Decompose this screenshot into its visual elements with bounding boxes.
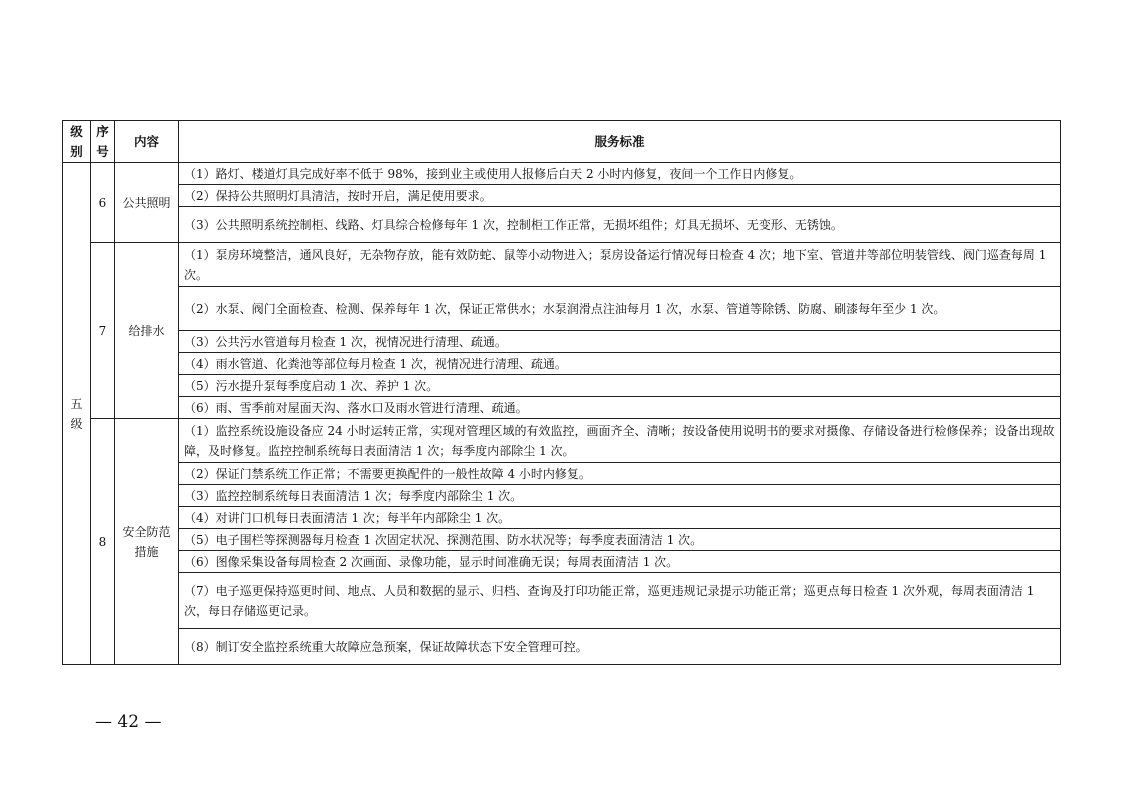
header-level: 级别: [63, 121, 91, 163]
seq-cell: 6: [91, 163, 115, 243]
table-row: [63, 331, 1061, 353]
table-row: [63, 207, 1061, 243]
header-content: 内容: [115, 121, 179, 163]
table-row: [63, 485, 1061, 507]
table-header-row: [63, 121, 1061, 163]
table-row: [63, 573, 1061, 629]
table-row: [63, 463, 1061, 485]
table-row: [63, 287, 1061, 331]
content-cell: 公共照明: [115, 163, 179, 243]
header-standard: 服务标准: [179, 121, 1061, 163]
standard-item: （1）监控系统设施设备应 24 小时运转正常，实现对管理区域的有效监控，画面齐全、清晰；按设备使用说明书的要求对摄像、存储设备进行检修保养；设备出现故障，及时修复。监控控制系统每日表面清洁 1 次；每季度内部除尘 1 次。: [179, 419, 1061, 463]
standard-item: （7）电子巡更保持巡更时间、地点、人员和数据的显示、归档、查询及打印功能正常，巡更违规记录提示功能正常；巡更点每日检查 1 次外观，每周表面清洁 1 次，每日存储巡更记录。: [179, 573, 1061, 629]
table-row: [63, 529, 1061, 551]
standard-item: （4）对讲门口机每日表面清洁 1 次；每半年内部除尘 1 次。: [179, 507, 1061, 529]
seq-cell: 8: [91, 419, 115, 665]
table-row: [63, 507, 1061, 529]
page-number: — 42 —: [95, 712, 162, 732]
table-row: [63, 185, 1061, 207]
seq-cell: 7: [91, 243, 115, 419]
table-row: [63, 353, 1061, 375]
table-row: [63, 629, 1061, 665]
standard-item: （2）保持公共照明灯具清洁，按时开启，满足使用要求。: [179, 185, 1061, 207]
standard-item: （3）监控控制系统每日表面清洁 1 次；每季度内部除尘 1 次。: [179, 485, 1061, 507]
table-row: [63, 375, 1061, 397]
table-row: [63, 551, 1061, 573]
standard-item: （6）图像采集设备每周检查 2 次画面、录像功能，显示时间准确无误；每周表面清洁 1 次。: [179, 551, 1061, 573]
table-row: [63, 163, 1061, 185]
content-cell: 安全防范措施: [115, 419, 179, 665]
header-seq: 序号: [91, 121, 115, 163]
content-cell: 给排水: [115, 243, 179, 419]
standard-item: （1）泵房环境整洁，通风良好，无杂物存放，能有效防蛇、鼠等小动物进入；泵房设备运行情况每日检查 4 次；地下室、管道井等部位明装管线、阀门巡查每周 1 次。: [179, 243, 1061, 287]
standard-item: （5）污水提升泵每季度启动 1 次、养护 1 次。: [179, 375, 1061, 397]
level-cell: 五级: [63, 163, 91, 665]
standard-item: （2）水泵、阀门全面检查、检测、保养每年 1 次，保证正常供水；水泵润滑点注油每月 1 次，水泵、管道等除锈、防腐、刷漆每年至少 1 次。: [179, 287, 1061, 331]
standard-item: （3）公共照明系统控制柜、线路、灯具综合检修每年 1 次，控制柜工作正常，无损坏组件；灯具无损坏、无变形、无锈蚀。: [179, 207, 1061, 243]
table-row: [63, 397, 1061, 419]
standard-item: （5）电子围栏等探测器每月检查 1 次固定状况、探测范围、防水状况等；每季度表面清洁 1 次。: [179, 529, 1061, 551]
standard-item: （2）保证门禁系统工作正常；不需要更换配件的一般性故障 4 小时内修复。: [179, 463, 1061, 485]
standard-item: （1）路灯、楼道灯具完成好率不低于 98%，接到业主或使用人报修后白天 2 小时内修复，夜间一个工作日内修复。: [179, 163, 1061, 185]
standard-item: （8）制订安全监控系统重大故障应急预案，保证故障状态下安全管理可控。: [179, 629, 1061, 665]
standard-item: （4）雨水管道、化粪池等部位每月检查 1 次，视情况进行清理、疏通。: [179, 353, 1061, 375]
table-row: [63, 419, 1061, 463]
standard-item: （3）公共污水管道每月检查 1 次，视情况进行清理、疏通。: [179, 331, 1061, 353]
service-standard-table: [62, 120, 1061, 665]
standard-item: （6）雨、雪季前对屋面天沟、落水口及雨水管进行清理、疏通。: [179, 397, 1061, 419]
table-row: [63, 243, 1061, 287]
